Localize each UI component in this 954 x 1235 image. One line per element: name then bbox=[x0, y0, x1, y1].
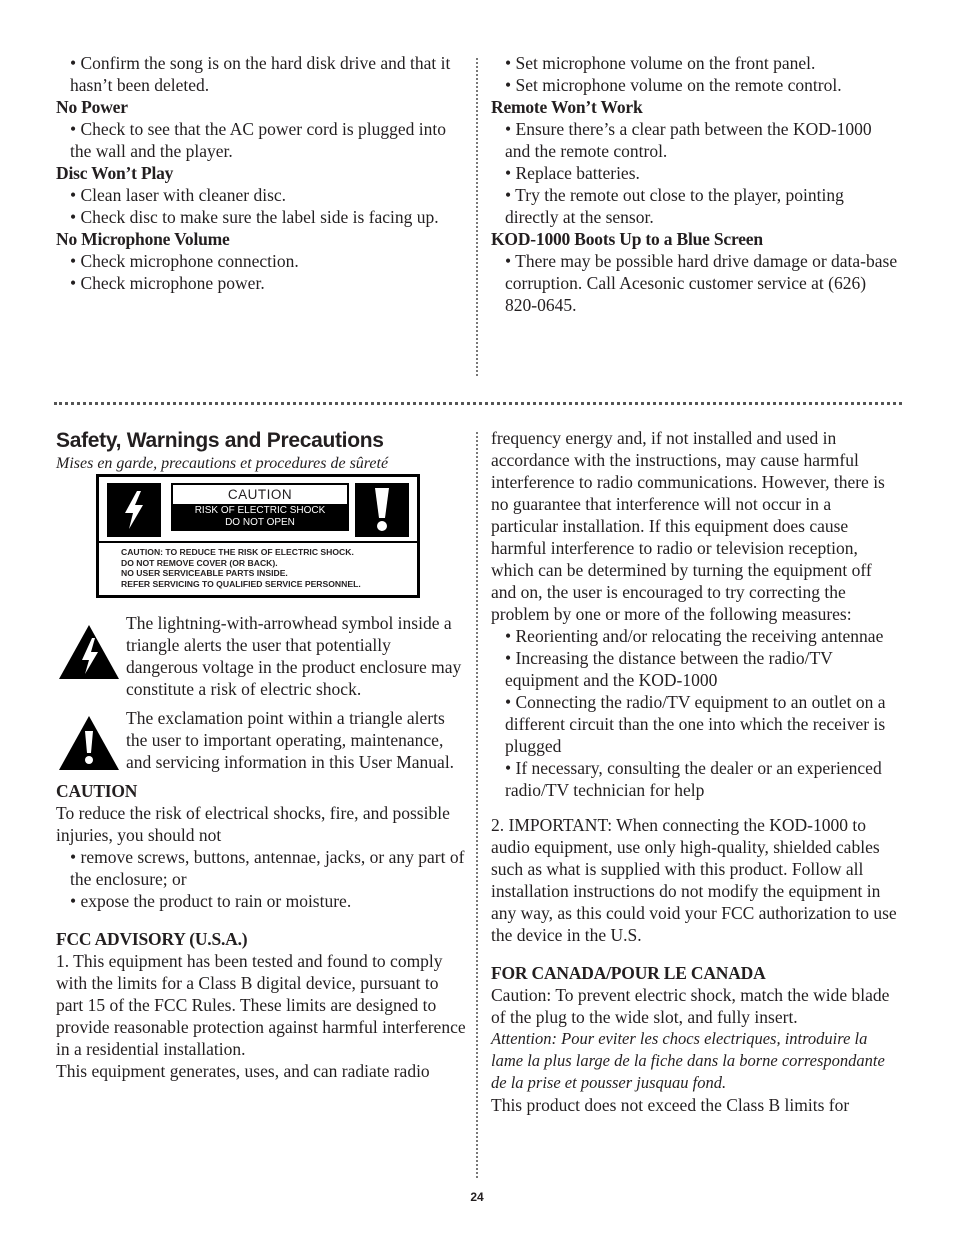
caution-label-graphic bbox=[96, 474, 420, 598]
lightning-description: The lightning-with-arrowhead symbol inside a triangle alerts the user that potentially dangerous voltage in the product enclosure may constitute a risk of electric shock. bbox=[126, 613, 462, 699]
caution-box-line: NO USER SERVICEABLE PARTS INSIDE. bbox=[121, 568, 288, 578]
list-item: • expose the product to rain or moisture. bbox=[70, 891, 352, 911]
section-heading-no-power: No Power bbox=[56, 97, 128, 117]
list-item: • Reorienting and/or relocating the receiving antennae bbox=[505, 626, 884, 646]
exclamation-explanation bbox=[56, 707, 466, 773]
caution-header bbox=[171, 483, 349, 531]
list-item: • There may be possible hard drive damage or data-base corruption. Call Acesonic customer service at (626) 820-0645. bbox=[505, 251, 898, 315]
canada-paragraph: Caution: To prevent electric shock, match the wide blade of the plug to the wide slot, and fully insert. bbox=[491, 985, 890, 1027]
section-heading-disc-wont-play: Disc Won’t Play bbox=[56, 163, 174, 183]
section-heading-blue-screen: KOD-1000 Boots Up to a Blue Screen bbox=[491, 229, 763, 249]
column-divider bbox=[476, 432, 478, 1178]
page-title: Safety, Warnings and Precautions bbox=[56, 429, 384, 452]
list-item: • remove screws, buttons, antennae, jacks, or any part of the enclosure; or bbox=[70, 847, 465, 889]
exclamation-description: The exclamation point within a triangle alerts the user to important operating, maintenance, and servicing information in this User Manual. bbox=[126, 708, 455, 772]
caution-heading: CAUTION bbox=[56, 781, 138, 801]
risk-notice bbox=[173, 504, 347, 529]
list-item: • Check microphone power. bbox=[70, 273, 265, 293]
list-item: • Set microphone volume on the front panel. bbox=[505, 53, 816, 73]
list-item: • Increasing the distance between the radio/TV equipment and the KOD-1000 bbox=[505, 648, 833, 690]
caution-intro: To reduce the risk of electrical shocks, fire, and possible injuries, you should not bbox=[56, 803, 450, 845]
canada-french-paragraph: Attention: Pour eviter les chocs electriques, introduire la lame la plus large de la fiche dans la borne correspondante de la prise et pousser jusquau fond. bbox=[491, 1029, 885, 1092]
canada-paragraph: This product does not exceed the Class B limits for bbox=[491, 1095, 850, 1115]
important-paragraph: 2. IMPORTANT: When connecting the KOD-1000 to audio equipment, use only high-quality, shielded cables such as what is supplied with this product. Follow all installation instructions do not modify the equipment in any way, as this could void your FCC authorization to use the device in the U.S. bbox=[491, 815, 897, 945]
section-divider bbox=[54, 402, 902, 405]
list-item: • If necessary, consulting the dealer or an experienced radio/TV technician for help bbox=[505, 758, 882, 800]
caution-box-line: CAUTION: TO REDUCE THE RISK OF ELECTRIC SHOCK. bbox=[121, 547, 354, 557]
fcc-paragraph: This equipment generates, uses, and can radiate radio bbox=[56, 1061, 430, 1081]
list-item: • Confirm the song is on the hard disk drive and that it hasn’t been deleted. bbox=[70, 53, 451, 95]
bottom-right-column bbox=[491, 427, 899, 1116]
list-item: • Try the remote out close to the player, pointing directly at the sensor. bbox=[505, 185, 844, 227]
lightning-icon bbox=[107, 483, 161, 537]
risk-line: DO NOT OPEN bbox=[225, 517, 295, 528]
page-subtitle: Mises en garde, precautions et procedures de sûreté bbox=[56, 455, 389, 472]
list-item: • Set microphone volume on the remote control. bbox=[505, 75, 842, 95]
top-left-column bbox=[56, 52, 466, 294]
column-divider bbox=[476, 58, 478, 376]
risk-line: RISK OF ELECTRIC SHOCK bbox=[194, 505, 326, 516]
lightning-warning-icon bbox=[58, 624, 120, 680]
list-item: • Check microphone connection. bbox=[70, 251, 299, 271]
list-item: • Replace batteries. bbox=[505, 163, 640, 183]
list-item: • Check to see that the AC power cord is plugged into the wall and the player. bbox=[70, 119, 446, 161]
exclamation-warning-icon bbox=[58, 715, 120, 771]
bottom-left-column bbox=[56, 428, 466, 1082]
list-item: • Check disc to make sure the label side is facing up. bbox=[70, 207, 439, 227]
fcc-paragraph: 1. This equipment has been tested and found to comply with the limits for a Class B digital device, pursuant to part 15 of the FCC Rules. These limits are designed to provide reasonable protection against harmful interference in a residential installation. bbox=[56, 951, 466, 1059]
section-heading-no-microphone-volume: No Microphone Volume bbox=[56, 229, 230, 249]
list-item: • Ensure there’s a clear path between the KOD-1000 and the remote control. bbox=[505, 119, 872, 161]
page-number: 24 bbox=[470, 1190, 484, 1204]
list-item: • Connecting the radio/TV equipment to an outlet on a different circuit than the one into which the receiver is plugged bbox=[505, 692, 886, 756]
caution-box-text bbox=[121, 547, 361, 589]
caution-caption: CAUTION bbox=[227, 487, 293, 502]
caution-box-line: DO NOT REMOVE COVER (OR BACK). bbox=[121, 557, 278, 568]
fcc-heading: FCC ADVISORY (U.S.A.) bbox=[56, 929, 248, 949]
exclamation-icon bbox=[355, 483, 409, 537]
fcc-continued-paragraph: frequency energy and, if not installed and used in accordance with the instructions, may cause harmful interference to radio communications. However, there is no guarantee that interference will not occur in a particular installation. If this equipment does cause harmful interference to radio or television reception, which can be determined by turning the equipment off and on, the user is encouraged to try correcting the problem by one or more of the following measures: bbox=[491, 428, 885, 624]
lightning-explanation bbox=[56, 612, 466, 700]
divider bbox=[99, 541, 417, 543]
section-heading-remote-wont-work: Remote Won’t Work bbox=[491, 97, 643, 117]
list-item: • Clean laser with cleaner disc. bbox=[70, 185, 287, 205]
caution-box-line: REFER SERVICING TO QUALIFIED SERVICE PERSONNEL. bbox=[121, 578, 361, 589]
top-right-column bbox=[491, 52, 899, 316]
canada-heading: FOR CANADA/POUR LE CANADA bbox=[491, 963, 766, 983]
